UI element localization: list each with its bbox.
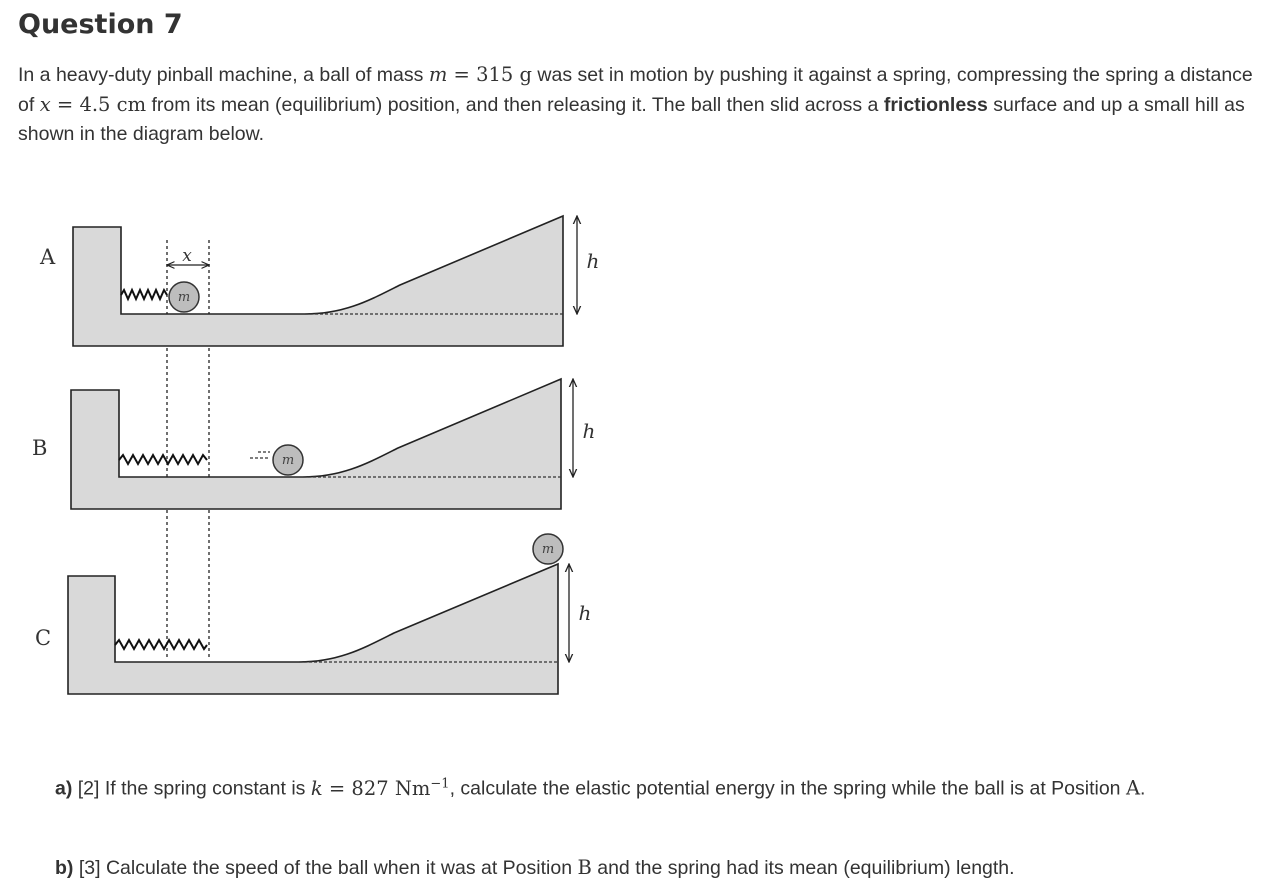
spring-constant-equation: k = 827 $Nm^{-1}$ (310, 776, 450, 800)
ball-b-label: m (281, 453, 295, 468)
panel-b-label: B (32, 436, 48, 460)
pinball-diagram (0, 180, 700, 710)
track-b (71, 379, 561, 509)
mass-equation: m = 315 g (428, 63, 532, 86)
question-intro: In a heavy-duty pinball machine, a ball of mass m = 315 g was set in motion by pushing it against a spring, compressing the spring a distance of x = 4.5 cm from its mean (equilibrium) position, and then releasing it. The ball then slid across a frictionless surface and up a small hill as shown in the diagram below. (18, 63, 1253, 145)
panel-a (39, 216, 599, 346)
panel-b (32, 379, 595, 509)
track-c (68, 564, 558, 694)
part-a: a) [2] If the spring constant is k = 827 $Nm^{-1}$, calculate the elastic potential energy in the spring while the ball is at Position A. (55, 776, 1146, 800)
part-b: b) [3] Calculate the speed of the ball when it was at Position B and the spring had its mean (equilibrium) length. (55, 856, 1015, 879)
panel-c (35, 534, 591, 694)
part-a-label: a) (55, 777, 73, 800)
compression-label: x (182, 246, 192, 266)
track-a (73, 216, 563, 346)
height-label-c: h (578, 601, 592, 625)
spring-c (115, 640, 207, 649)
ball-c-label: m (541, 542, 555, 557)
frictionless-emphasis: frictionless (883, 94, 988, 116)
panel-c-label: C (35, 626, 52, 650)
compression-equation: x = 4.5 cm (39, 93, 147, 116)
height-label-b: h (582, 419, 596, 443)
question-title: Question 7 (18, 9, 183, 40)
spring-a (121, 290, 167, 299)
part-a-marks: [2] (77, 777, 100, 800)
spring-b (119, 455, 207, 464)
height-label-a: h (586, 249, 600, 273)
part-b-marks: [3] (78, 857, 101, 879)
panel-a-label: A (40, 245, 56, 269)
ball-a-label: m (177, 290, 191, 305)
part-b-label: b) (55, 857, 74, 879)
